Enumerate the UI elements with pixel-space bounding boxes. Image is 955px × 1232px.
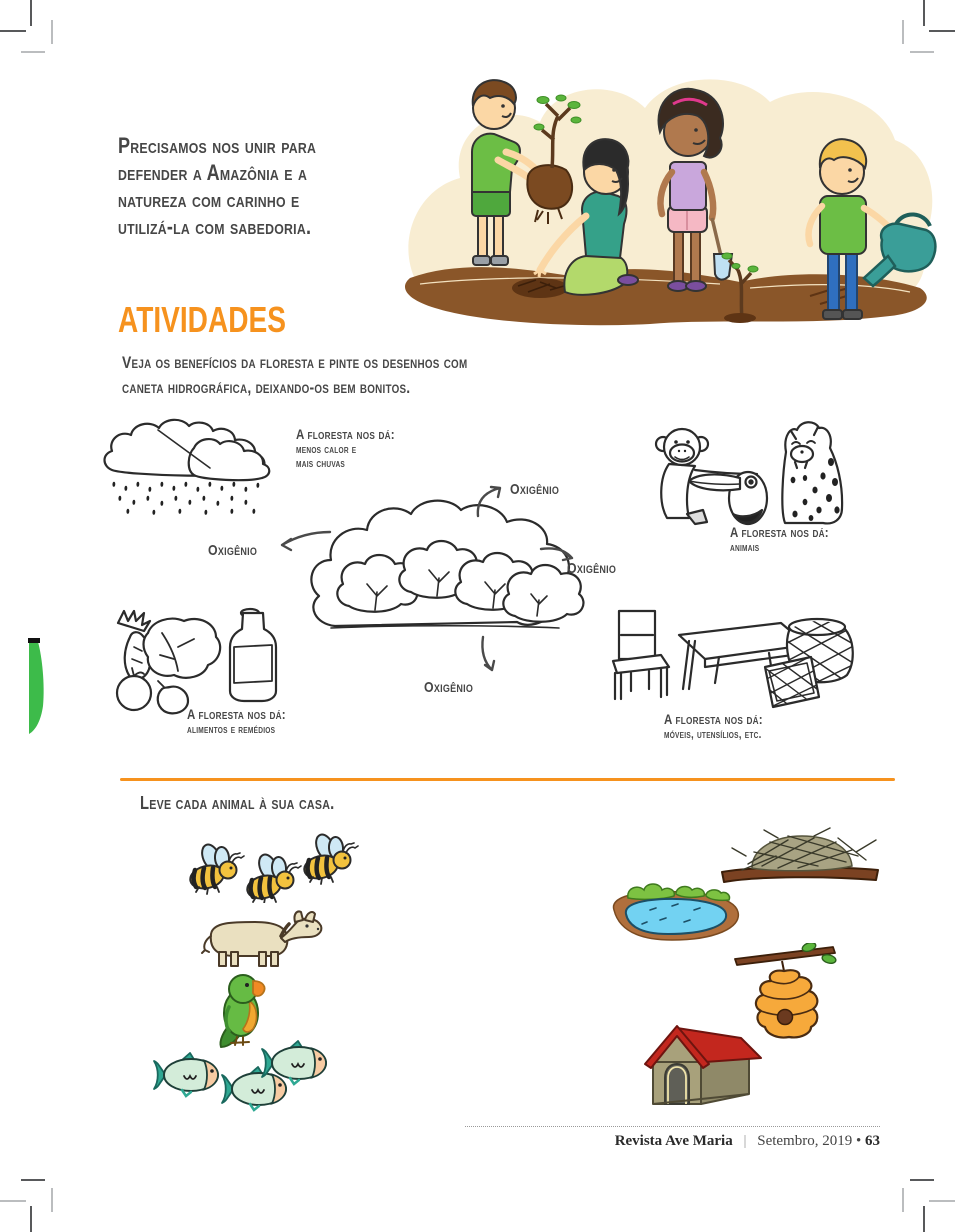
footer-separator: | (743, 1133, 747, 1149)
oxygen-label-top: Oxigênio (510, 481, 560, 498)
fish-illustration (150, 1038, 332, 1114)
intro-line: utilizá-la com sabedoria. (118, 214, 312, 239)
children-planting-illustration (390, 60, 950, 332)
benefit-title: A floresta nos dá: (730, 524, 829, 540)
matching-instruction: Leve cada animal à sua casa. (140, 793, 335, 813)
section-divider (120, 778, 895, 781)
bees-illustration (183, 833, 359, 903)
footer-text (465, 1133, 880, 1150)
crop-mark (21, 1179, 45, 1181)
benefit-label-furniture (664, 711, 853, 741)
benefit-title: A floresta nos dá: (664, 711, 763, 727)
crop-mark (30, 1206, 32, 1232)
crop-mark (0, 30, 26, 32)
crop-mark (21, 51, 45, 53)
wild-animals-illustration (645, 418, 850, 530)
benefit-detail: animais (730, 540, 760, 554)
oxygen-label-bottom: Oxigênio (424, 679, 474, 696)
crop-mark (929, 30, 955, 32)
crop-mark (910, 1179, 934, 1181)
crop-mark (923, 1206, 925, 1232)
footer-rule (465, 1126, 880, 1127)
footer-dot: • (855, 1133, 862, 1149)
doghouse-illustration (643, 1016, 767, 1110)
benefit-label-food (187, 706, 367, 736)
donkey-illustration (197, 910, 325, 970)
footer-page-number: 63 (865, 1133, 880, 1149)
benefit-title: A floresta nos dá: (187, 706, 286, 722)
benefit-title: A floresta nos dá: (296, 426, 395, 442)
oxygen-label-right: Oxigênio (567, 560, 617, 577)
crop-mark (902, 1188, 904, 1212)
benefit-detail: menos calor e (296, 442, 357, 456)
crop-mark (923, 0, 925, 26)
crop-mark (51, 1188, 53, 1212)
forest-illustration (297, 498, 589, 656)
crop-mark (910, 51, 934, 53)
intro-line: natureza com carinho e (118, 187, 300, 212)
instruction-line: Veja os benefícios da floresta e pinte os desenhos com (122, 353, 468, 372)
intro-line: Precisamos nos unir para (118, 133, 317, 158)
benefit-label-animals (730, 524, 894, 554)
benefit-label-rain (296, 426, 460, 470)
activities-title: ATIVIDADES (118, 299, 286, 340)
benefit-detail: móveis, utensílios, etc. (664, 727, 762, 741)
crop-mark (902, 20, 904, 44)
crop-mark (929, 1200, 955, 1202)
instruction-line: caneta hidrográfica, deixando-os bem bonitos. (122, 378, 411, 397)
rain-cloud-illustration (98, 418, 296, 516)
intro-line: defender a Amazônia e a (118, 160, 308, 185)
furniture-illustration (603, 605, 861, 717)
green-edge-mark (26, 634, 48, 738)
benefit-detail: alimentos e remédios (187, 722, 276, 736)
pond-illustration (602, 876, 744, 946)
crop-mark (30, 0, 32, 26)
footer-issue: Setembro, 2019 (757, 1133, 853, 1149)
benefit-detail: mais chuvas (296, 456, 346, 470)
crop-mark (51, 20, 53, 44)
activities-instruction (122, 350, 655, 400)
footer-magazine: Revista Ave Maria (614, 1133, 733, 1149)
crop-mark (0, 1200, 26, 1202)
oxygen-label-left: Oxigênio (208, 542, 258, 559)
